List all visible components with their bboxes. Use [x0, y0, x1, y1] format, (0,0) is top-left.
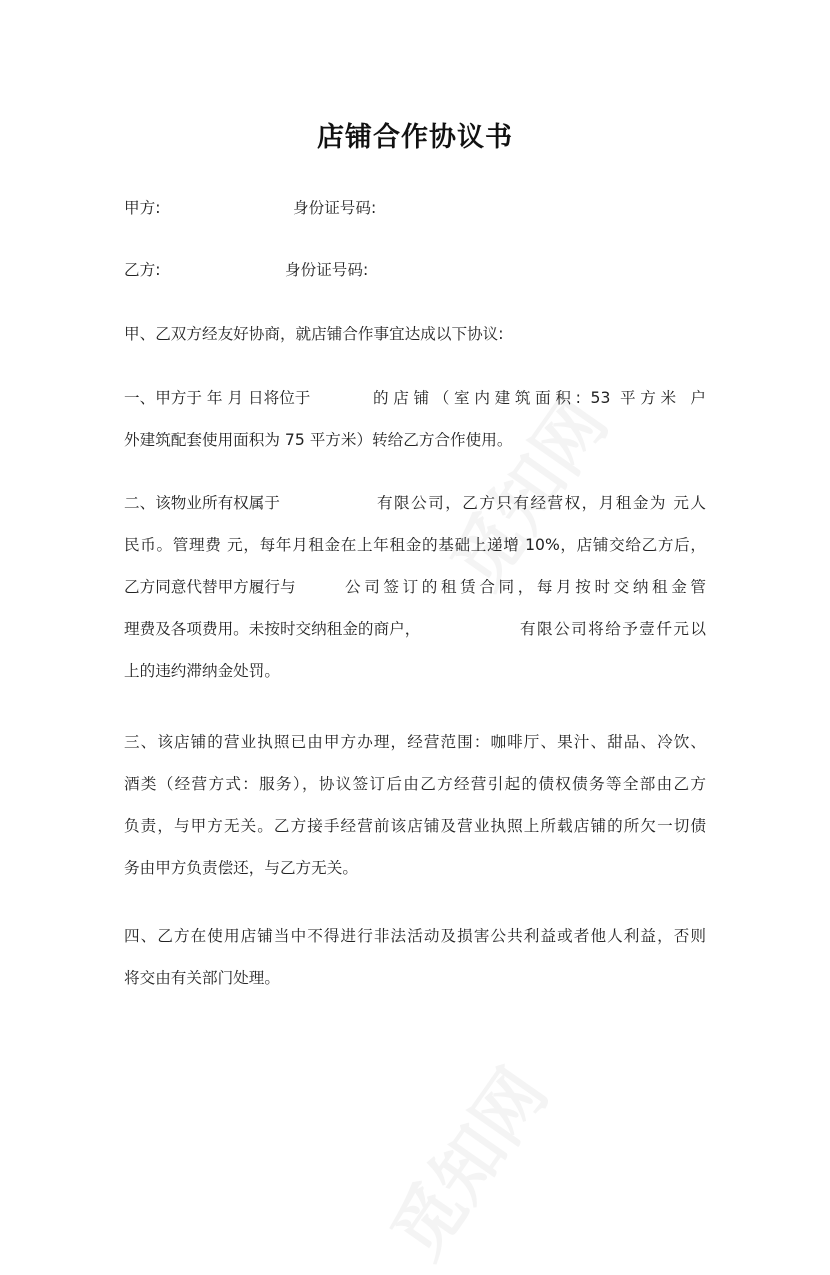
- clause-3-line: 三、该店铺的营业执照已由甲方办理，经营范围：咖啡厅、果汁、甜品、冷饮、: [124, 733, 706, 751]
- clause-text: 一、甲方于 年 月 日将位于: [124, 389, 311, 407]
- watermark-logo: [363, 1046, 566, 1275]
- party-b-id-label: 身份证号码:: [285, 261, 369, 279]
- clause-2-line: 民币。管理费 元，每年月租金在上年租金的基础上递增 10%，店铺交给乙方后，: [124, 536, 706, 554]
- clause-3-line: 负责，与甲方无关。乙方接手经营前该店铺及营业执照上所载店铺的所欠一切债: [124, 817, 706, 835]
- clause-text: 的店铺（室内建筑面积: 53 平方米 户: [373, 389, 706, 407]
- clause-text: 有限公司，乙方只有经营权，月租金为 元人: [377, 494, 706, 512]
- clause-3-line: 务由甲方负责偿还，与乙方无关。: [124, 859, 358, 877]
- clause-1-line: 外建筑配套使用面积为 75 平方米）转给乙方合作使用。: [124, 431, 513, 449]
- clause-4-line: 四、乙方在使用店铺当中不得进行非法活动及损害公共利益或者他人利益，否则: [124, 927, 706, 945]
- party-a-label: 甲方:: [124, 199, 161, 217]
- party-a-id-label: 身份证号码:: [293, 199, 377, 217]
- clause-2-line: 上的违约滞纳金处罚。: [124, 662, 280, 680]
- document-title: 店铺合作协议书: [317, 122, 513, 153]
- clause-text: 理费及各项费用。未按时交纳租金的商户，: [124, 620, 421, 638]
- clause-3-line: 酒类（经营方式：服务），协议签订后由乙方经营引起的债权债务等全部由乙方: [124, 775, 706, 793]
- clause-text: 乙方同意代替甲方履行与: [124, 578, 296, 596]
- watermark-logo: [423, 376, 626, 606]
- intro-paragraph: 甲、乙双方经友好协商，就店铺合作事宜达成以下协议:: [124, 325, 504, 343]
- clause-4-line: 将交由有关部门处理。: [124, 969, 280, 987]
- party-b-label: 乙方:: [124, 261, 161, 279]
- clause-text: 二、该物业所有权属于: [124, 494, 280, 512]
- clause-text: 有限公司将给予壹仟元以: [520, 620, 706, 638]
- clause-text: 公司签订的租赁合同，每月按时交纳租金管: [345, 578, 706, 596]
